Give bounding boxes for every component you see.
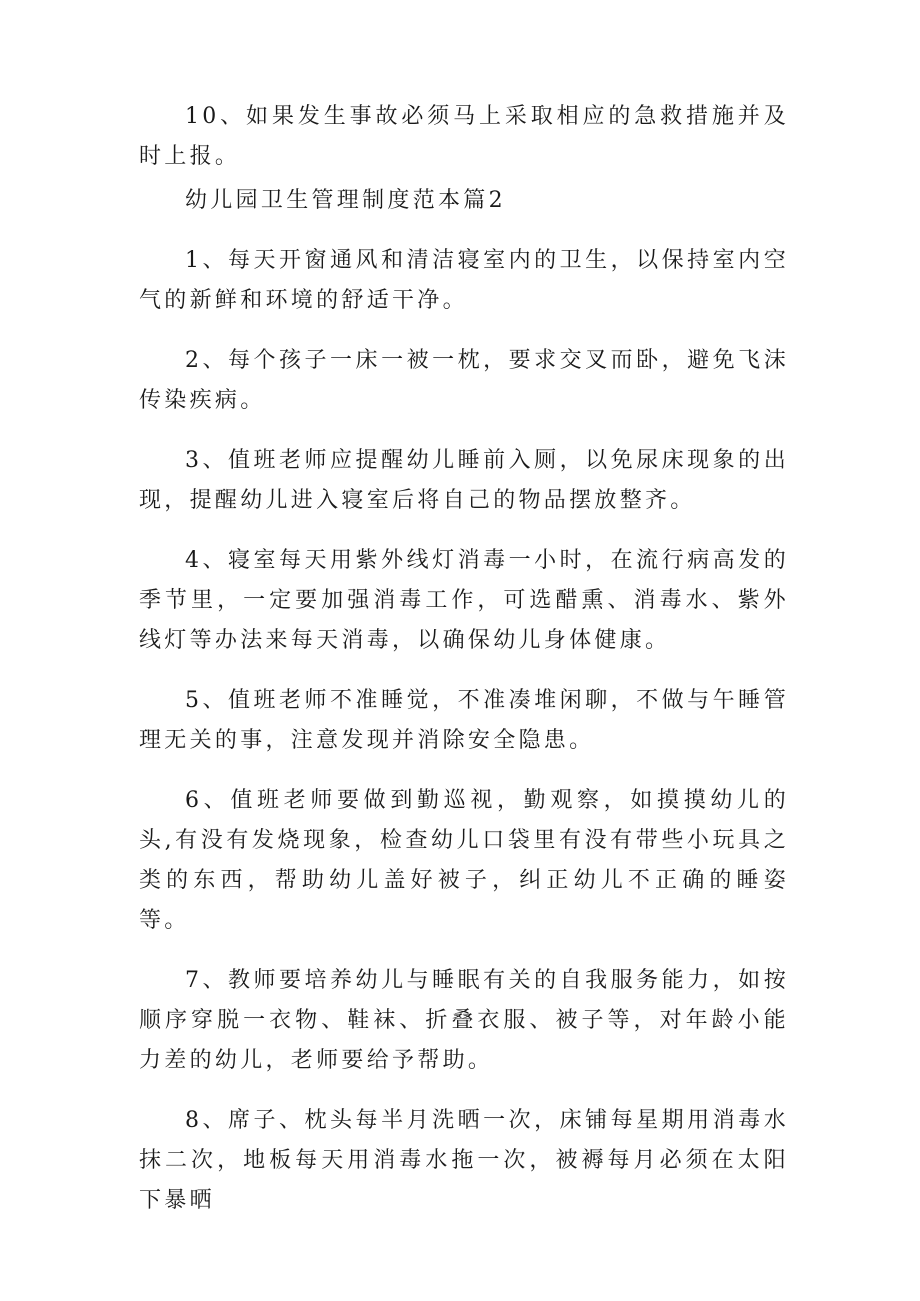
paragraph-item-10: 10、如果发生事故必须马上采取相应的急救措施并及时上报。 <box>139 104 789 169</box>
document-body <box>139 97 789 1241</box>
paragraph-item-7: 7、教师要培养幼儿与睡眠有关的自我服务能力，如按顺序穿脱一衣物、鞋袜、折叠衣服、被子等，对年龄小能力差的幼儿，老师要给予帮助。 <box>139 968 789 1073</box>
paragraph-item-2: 2、每个孩子一床一被一枕，要求交叉而卧，避免飞沫传染疾病。 <box>139 348 789 413</box>
paragraph-item-5: 5、值班老师不准睡觉，不准凑堆闲聊，不做与午睡管理无关的事，注意发现并消除安全隐患。 <box>139 688 789 753</box>
paragraph-item-4: 4、寝室每天用紫外线灯消毒一小时，在流行病高发的季节里，一定要加强消毒工作，可选醋熏、消毒水、紫外线灯等办法来每天消毒，以确保幼儿身体健康。 <box>139 548 789 653</box>
section-heading: 幼儿园卫生管理制度范本篇2 <box>185 188 506 213</box>
paragraph-item-6: 6、值班老师要做到勤巡视，勤观察，如摸摸幼儿的头,有没有发烧现象，检查幼儿口袋里有没有带些小玩具之类的东西，帮助幼儿盖好被子，纠正幼儿不正确的睡姿等。 <box>139 788 789 933</box>
paragraph-item-3: 3、值班老师应提醒幼儿睡前入厕，以免尿床现象的出现，提醒幼儿进入寝室后将自己的物品摆放整齐。 <box>139 448 789 513</box>
paragraph-item-1: 1、每天开窗通风和清洁寝室内的卫生，以保持室内空气的新鲜和环境的舒适干净。 <box>139 248 789 313</box>
paragraph-item-8: 8、席子、枕头每半月洗晒一次，床铺每星期用消毒水抹二次，地板每天用消毒水拖一次，被褥每月必须在太阳下暴晒 <box>139 1108 789 1213</box>
